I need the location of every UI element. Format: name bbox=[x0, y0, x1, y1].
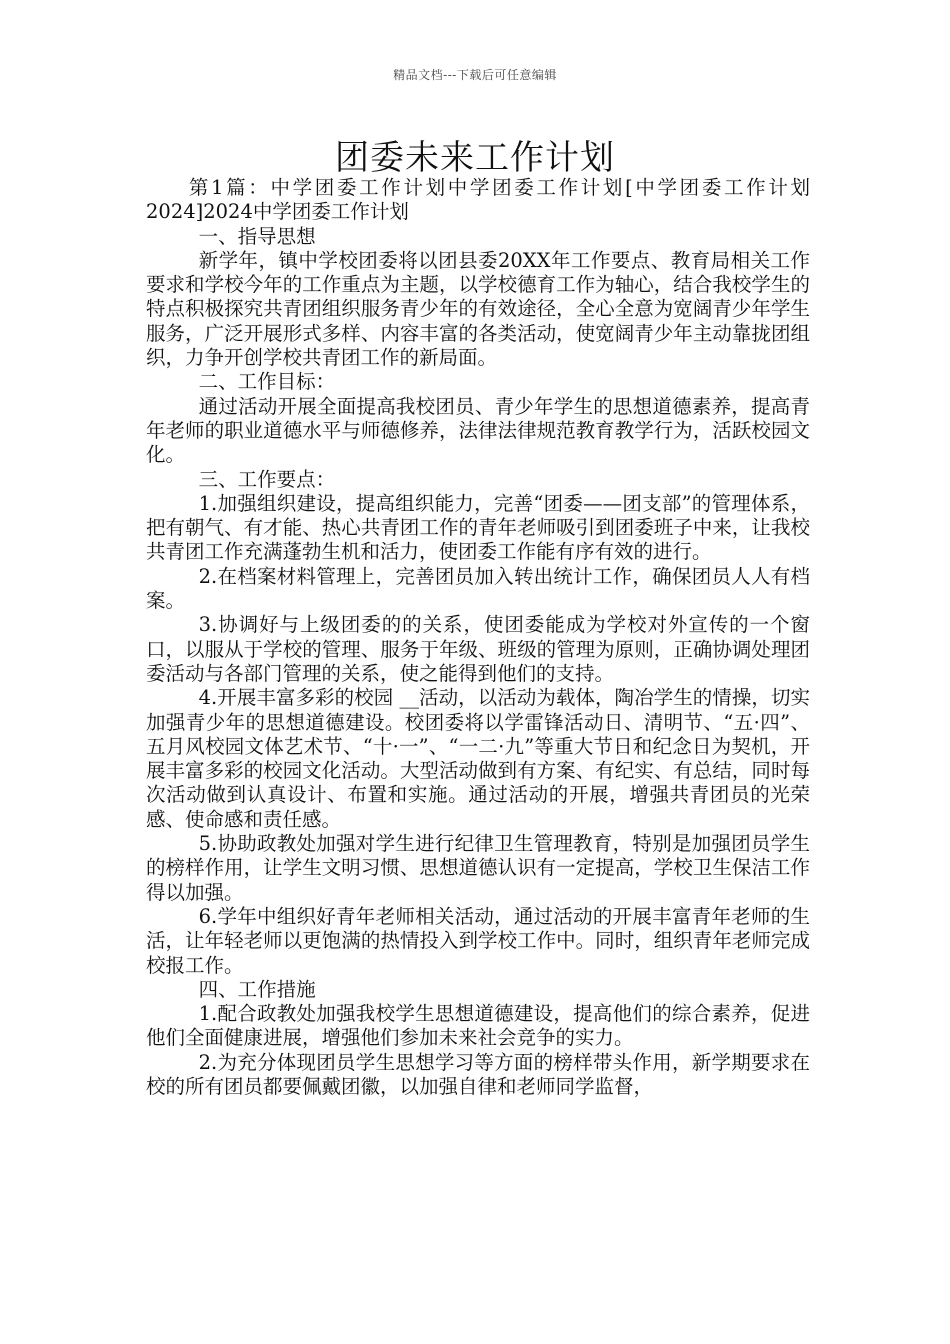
document-title: 团委未来工作计划 bbox=[335, 138, 615, 178]
paragraph: 2.为充分体现团员学生思想学习等方面的榜样带头作用，新学期要求在校的所有团员都要佩戴团徽，以加强自律和老师同学监督， bbox=[146, 1050, 810, 1098]
intro-paragraph: 第1篇：中学团委工作计划中学团委工作计划[中学团委工作计划2024]2024中学团委工作计划 bbox=[146, 176, 810, 224]
header-note: 精品文档---下载后可任意编辑 bbox=[393, 68, 557, 82]
paragraph: 3.协调好与上级团委的的关系，使团委能成为学校对外宣传的一个窗口，以服从于学校的管理、服务于年级、班级的管理为原则，正确协调处理团委活动与各部门管理的关系，使之能得到他们的支持。 bbox=[146, 613, 810, 685]
section-heading-work-points: 三、工作要点： bbox=[198, 467, 336, 491]
paragraph: 2.在档案材料管理上，完善团员加入转出统计工作，确保团员人人有档案。 bbox=[146, 564, 810, 613]
paragraph: 6.学年中组织好青年老师相关活动，通过活动的开展丰富青年老师的生活，让年轻老师以更饱满的热情投入到学校工作中。同时，组织青年老师完成校报工作。 bbox=[146, 904, 810, 977]
paragraph: 1.加强组织建设，提高组织能力，完善“团委——团支部”的管理体系，把有朝气、有才能、热心共青团工作的青年老师吸引到团委班子中来，让我校共青团工作充满蓬勃生机和活力，使团委工作能有序有效的进行。 bbox=[146, 491, 810, 564]
paragraph: 4.开展丰富多彩的校园 __活动，以活动为载体，陶冶学生的情操，切实加强青少年的思想道德建设。校团委将以学雷锋活动日、清明节、“五·四”、五月风校园文体艺术节、“十·一”、“一二·九”等重大节日和纪念日为契机，开展丰富多彩的校园文化活动。大型活动做到有方案、有纪实、有总结，同时每次活动做到认真设计、布置和实施。通过活动的开展，增强共青团员的光荣感、使命感和责任感。 bbox=[146, 686, 810, 831]
paragraph: 新学年，镇中学校团委将以团县委20XX年工作要点、教育局相关工作要求和学校今年的工作重点为主题，以学校德育工作为轴心，结合我校学生的特点积极探究共青团组织服务青少年的有效途径，全心全意为宽阔青少年学生服务，广泛开展形式多样、内容丰富的各类活动，使宽阔青少年主动靠拢团组织，力争开创学校共青团工作的新局面。 bbox=[146, 248, 810, 370]
section-heading-work-measures: 四、工作措施 bbox=[198, 977, 316, 1001]
paragraph: 5.协助政教处加强对学生进行纪律卫生管理教育，特别是加强团员学生的榜样作用，让学生文明习惯、思想道德认识有一定提高，学校卫生保洁工作得以加强。 bbox=[146, 832, 810, 904]
section-heading-work-goals: 二、工作目标： bbox=[198, 370, 336, 394]
paragraph: 通过活动开展全面提高我校团员、青少年学生的思想道德素养，提高青年老师的职业道德水平与师德修养，法律法律规范教育教学行为，活跃校园文化。 bbox=[146, 394, 810, 467]
document-body bbox=[146, 176, 810, 1099]
section-heading-guiding-ideology: 一、指导思想 bbox=[198, 224, 316, 248]
paragraph: 1.配合政教处加强我校学生思想道德建设，提高他们的综合素养，促进他们全面健康进展，增强他们参加未来社会竞争的实力。 bbox=[146, 1002, 810, 1050]
